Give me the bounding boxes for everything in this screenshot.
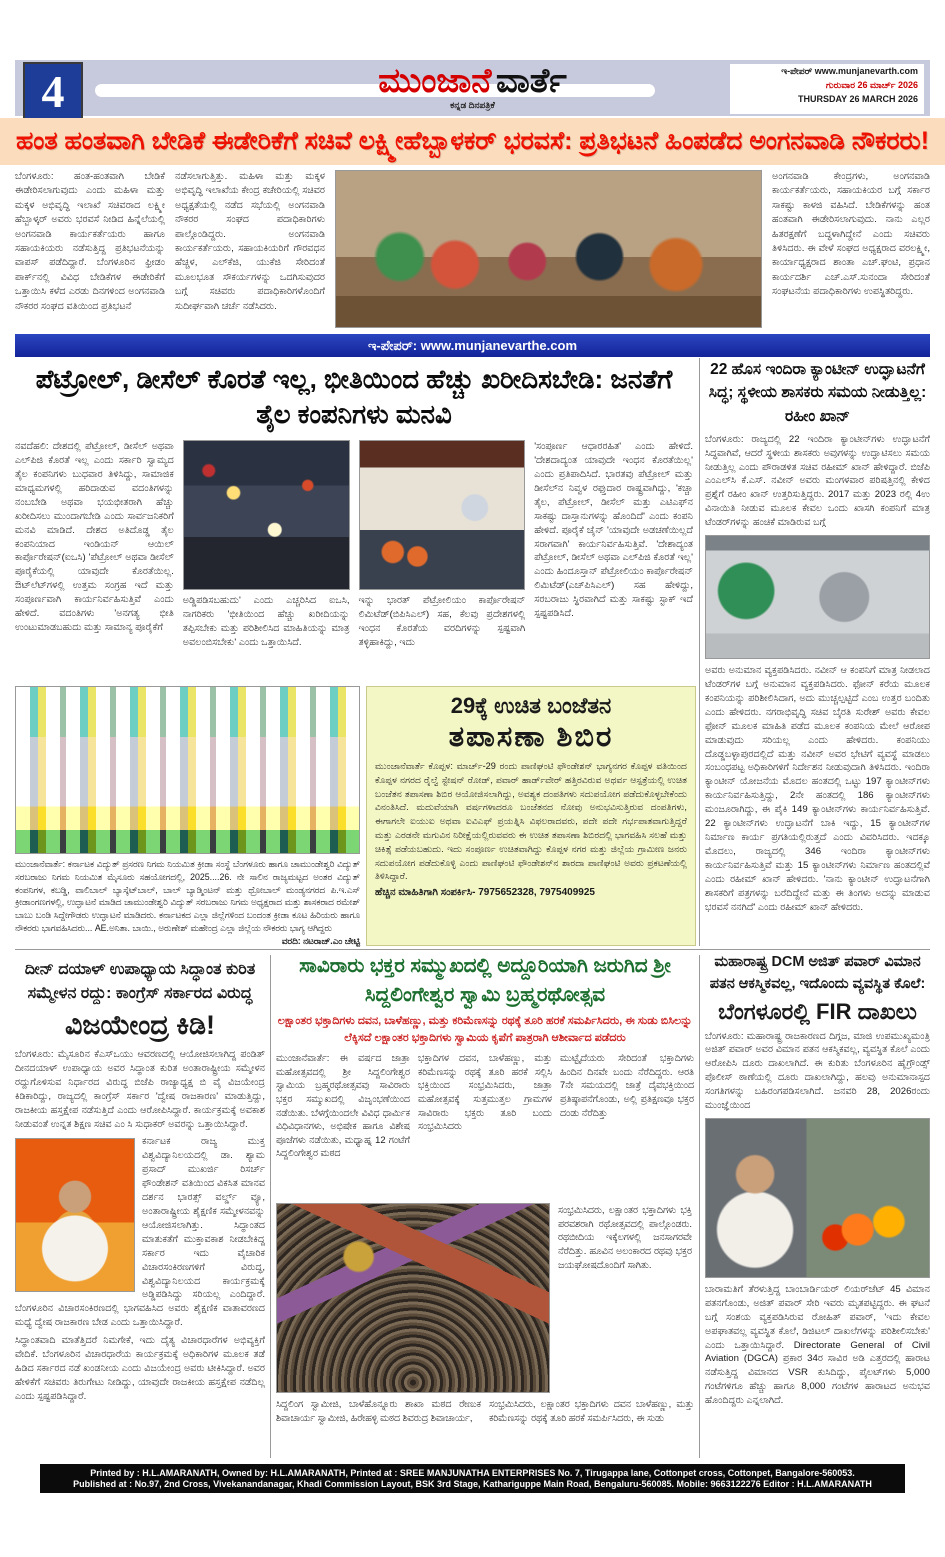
top-story-col1: ಬೆಂಗಳೂರು: ಹಂತ-ಹಂತವಾಗಿ ಬೇಡಿಕೆ ಈಡೇರಿಸಲಾಗುವುದು ಎಂದು ಮಹಿಳಾ ಮತ್ತು ಮಕ್ಕಳ ಅಭಿವೃದ್ಧಿ ಇಲಾಖೆ ಸಚಿವರಾದ ಲಕ್ಷ್ಮೀ ಹೆಬ್ಬಾಳ್ಕರ್ ಅವರು ಭರವಸೆ ನೀಡಿದ ಹಿನ್ನೆಲೆಯಲ್ಲಿ ಅಂಗನವಾಡಿ ಕಾರ್ಯಕರ್ತೆಯರು ಹಾಗೂ ಸಹಾಯಕಿಯರು ನಡೆಸುತ್ತಿದ್ದ ಪ್ರತಿಭಟನೆಯನ್ನು ವಾಪಸ್ ಪಡೆದಿದ್ದಾರೆ. ಬೆಂಗಳೂರಿನ ಫ್ರೀಡಂ ಪಾರ್ಕ್‌ನಲ್ಲಿ ವಿವಿಧ ಬೇಡಿಕೆಗಳ ಈಡೇರಿಕೆಗೆ ಒತ್ತಾಯಿಸಿ ಕಳೆದ ಎರಡು ದಿನಗಳಿಂದ ಅಂಗನವಾಡಿ ನೌಕರರ ಸಂಘದ ವತಿಯಿಂದ ಪ್ರತಿಭಟನೆ [15, 171, 165, 312]
vijayendra-headline: ದೀನ್ ದಯಾಳ್ ಉಪಾಧ್ಯಾಯ ಸಿದ್ಧಾಂತ ಕುರಿತ ಸಮ್ಮೇಳನ ರದ್ದು: ಕಾಂಗ್ರೆಸ್ ಸರ್ಕಾರದ ವಿರುದ್ಧ [24, 961, 256, 1002]
canteen-headline: 22 ಹೊಸ ಇಂದಿರಾ ಕ್ಯಾಂಟೀನ್ ಉದ್ಘಾಟನೆಗೆ ಸಿದ್ಧ; ಸ್ಥಳೀಯ ಶಾಸಕರು ಸಮಯ ನೀಡುತ್ತಿಲ್ಲ: ರಹೀಂ ಖಾನ್ [708, 361, 927, 425]
sports-photo-story [15, 686, 360, 946]
canteen-body: ಅವರು ಅನುಮಾನ ವ್ಯಕ್ತಪಡಿಸಿದರು. ನವೀನ್ ಆ ಕಂಪನಿಗೆ ಮಾತ್ರ ನೀಡಲಾದ ಟೆಂಡರ್‌ಗಳ ಬಗ್ಗೆ ಅನುಮಾನ ವ್ಯಕ್ತಪಡಿಸಿದರು. ಫೋನ್ ಕರೆಯ ಮೂಲಕ ಕಂಪನಿಯನ್ನು ಪರಿಶೀಲಿಸಿದಾಗ, ಅದು ಮುಚ್ಚಲ್ಪಟ್ಟಿದೆ ಎಂಬ ಉತ್ತರ ಬಂದಿತು ಎಂದು ಹೇಳಿದರು. ನಗರಾಭಿವೃದ್ಧಿ ಸಚಿವ ಬೈರತಿ ಸುರೇಶ್ ಅವರು ಕೇವಲ ಫೋನ್ ಮೂಲಕ ಮಾಹಿತಿ ಪಡೆದ ಮೂಲಕ ಕಂಪನಿಯ ಮೇಲೆ ಆರೋಪ ಮಾಡುವುದು ಸರಿಯಲ್ಲ ಎಂದು ಹೇಳಿದರು. ಕಂಪನಿಯು ದೊಡ್ಡಬಳ್ಳಾಪುರದಲ್ಲಿದೆ ಮತ್ತು ನವೀನ್ ಅವರ ಭೇಟಿಗೆ ವ್ಯವಸ್ಥೆ ಮಾಡಲು ಸಂಬಂಧಪಟ್ಟ ಅಧಿಕಾರಿಗಳಿಗೆ ನಿರ್ದೇಶನ ನೀಡುವುದಾಗಿ ತಿಳಿಸಿದರು. ಇಂದಿರಾ ಕ್ಯಾಂಟೀನ್ ಯೋಜನೆಯ ಮೊದಲ ಹಂತದಲ್ಲಿ ಒಟ್ಟು 197 ಕ್ಯಾಂಟೀನ್‌ಗಳು ಕಾರ್ಯನಿರ್ವಹಿಸುತ್ತಿದ್ದು, 2ನೇ ಹಂತದಲ್ಲಿ 186 ಕ್ಯಾಂಟೀನ್‌ಗಳು ಮಂಜೂರಾಗಿದ್ದು, ಈ ಪೈಕಿ 149 ಕ್ಯಾಂಟೀನ್‌ಗಳು ಕಾರ್ಯನಿರ್ವಹಿಸುತ್ತಿವೆ. 22 ಕ್ಯಾಂಟೀನ್‌ಗಳು ಉದ್ಘಾಟನೆಗೆ ಬಾಕಿ ಇದ್ದು, 15 ಕ್ಯಾಂಟೀನ್‌ಗಳ ನಿರ್ಮಾಣ ಕಾರ್ಯ ಪ್ರಗತಿಯಲ್ಲಿರುತ್ತದೆ ಎಂದು ವಿವರಿಸಿದರು. ಇದಕ್ಕೂ ಮೊದಲು, ರಾಜ್ಯದಲ್ಲಿ 346 ಇಂದಿರಾ ಕ್ಯಾಂಟೀನ್‌ಗಳು ಕಾರ್ಯನಿರ್ವಹಿಸುತ್ತಿವೆ ಮತ್ತು 15 ಕ್ಯಾಂಟೀನ್‌ಗಳು ನಿರ್ಮಾಣ ಹಂತದಲ್ಲಿವೆ ಎಂದು ರಹೀಮ್ ಖಾನ್ ಹೇಳಿದರು. 'ನಾನು ಕ್ಯಾಂಟೀನ್ ಉದ್ಘಾಟನೆಗಾಗಿ ಶಾಸಕರಿಗೆ ಪತ್ರಗಳನ್ನು ಬರೆದಿದ್ದೇನೆ ಮತ್ತು ಈ ತಿಂಗಳು ಅದನ್ನು ಮಾಡುವ ಭರವಸೆ ನನಗಿದೆ' ಎಂದು ರಹೀಮ್ ಖಾನ್ ಹೇಳಿದರು. [705, 665, 930, 913]
temple-headline: ಸಾವಿರಾರು ಭಕ್ತರ ಸಮ್ಮುಖದಲ್ಲಿ ಅದ್ದೂರಿಯಾಗಿ ಜರುಗಿದ ಶ್ರೀ ಸಿದ್ದಲಿಂಗೇಶ್ವರ ಸ್ವಾಮಿ ಬ್ರಹ್ಮರಥೋತ್ಸವ [299, 955, 671, 1006]
column-rule-bottom-right [699, 955, 700, 1458]
petrol-story [15, 362, 693, 680]
sports-byline: ವರದಿ: ನಟರಾಜ್.ಎಂ ಚೇಟ್ಟಿ [281, 935, 360, 946]
petrol-col3-text: ಇನ್ನು ಭಾರತ್ ಪೆಟ್ರೋಲಿಯಂ ಕಾರ್ಪೊರೇಷನ್ ಲಿಮಿಟೆಡ್(ಬಿಪಿಸಿಎಲ್) ಸಹ, ಕೆಲವು ಪ್ರದೇಶಗಳಲ್ಲಿ ಇಂಧನ ಕೊರತೆಯ ವರದಿಗಳನ್ನು ಸ್ಪಷ್ಟವಾಗಿ ತಳ್ಳಿಹಾಕಿದ್ದು, ಇದು [358, 595, 526, 648]
canteen-story [705, 358, 930, 946]
camp-body: ಮುಂಜಾನೆವಾರ್ತೆ ಕೊಪ್ಪಳ: ಮಾರ್ಚ್-29 ರಂದು ಪಾಣಿಘಂಟಿ ಫೌಂಡೇಶನ್ ಭಾಗ್ಯನಗರ ಕೊಪ್ಪಳ ವತಿಯಿಂದ ಕೊಪ್ಪಳ ನಗರದ ರೈಲ್ವೆ ಸ್ಟೇಷನ್ ರೋಡ್, ಪವಾರ್ ಹಾರ್ಡ್‌ವೇರ್ ಹತ್ತಿರವಿರುವ ಅಥರ್ವ ಆಸ್ಪತ್ರೆಯಲ್ಲಿ ಉಚಿತ ಬಂಜೆತನ ತಪಾಸಣಾ ಶಿಬಿರ ಆಯೋಜಿಸಲಾಗಿದ್ದು, ಅವಶ್ಯಕ ದಂಪತಿಗಳು ಸದುಪಯೋಗ ಪಡೆದುಕೊಳ್ಳಬೇಕೆಂದು ವಿನಂತಿಸಿದೆ. ಮದುವೆಯಾಗಿ ವರ್ಷಗಳಾದರೂ ಬಂಜೆತನದ ನೋವು ಅನುಭವಿಸುತ್ತಿರುವ ದಂಪತಿಗಳು, ಈಗಾಗಲೇ ಐಯುಐ ಅಥವಾ ಐವಿಎಫ್ ಪ್ರಯತ್ನಿಸಿ ವಿಫಲರಾದವರು, ಪದೇ ಪದೇ ಗರ್ಭಪಾತವಾಗುತ್ತಿದ್ದರೆ ಮತ್ತು ಎರಡನೇ ಮಗುವಿನ ನಿರೀಕ್ಷೆಯಲ್ಲಿರುವವರು ಈ ಉಚಿತ ತಪಾಸಣಾ ಶಿಬಿರದಲ್ಲಿ ಭಾಗವಹಿಸಿ ಸಲಹೆ ಮತ್ತು ಚಿಕಿತ್ಸೆ ಪಡೆಯಬಹುದು. ಇದು ಸಂಪೂರ್ಣ ಉಚಿತವಾಗಿದ್ದು ಕೊಪ್ಪಳ ನಗರ ಮತ್ತು ಜಿಲ್ಲೆಯ ಗ್ರಾಮೀಣ ಜನರು ಸದುಪಯೋಗ ಪಡೆದುಕೊಳ್ಳಿ ಎಂದು ಪಾಣಿಘಂಟಿ ಫೌಂಡೇಶನ್‌ನ ಶಾರದಾ ಪಾಣಿಘಂಟಿ ಅವರು ಪ್ರಕಟಣೆಯಲ್ಲಿ ತಿಳಿಸಿದ್ದಾರೆ. [375, 761, 687, 882]
top-headline-band [0, 118, 945, 165]
fir-headline: ಮಹಾರಾಷ್ಟ್ರ DCM ಅಜಿತ್ ಪವಾರ್ ವಿಮಾನ ಪತನ ಆಕಸ್ಮಿಕವಲ್ಲ, ಇದೊಂದು ವ್ಯವಸ್ಥಿತ ಕೊಲೆ: [709, 954, 926, 992]
temple-body-top [276, 1051, 694, 1199]
canteen-lead: ಬೆಂಗಳೂರು: ರಾಜ್ಯದಲ್ಲಿ 22 ಇಂದಿರಾ ಕ್ಯಾಂಟೀನ್‌ಗಳು ಉದ್ಘಾಟನೆಗೆ ಸಿದ್ಧವಾಗಿವೆ, ಆದರೆ ಸ್ಥಳೀಯ ಶಾಸಕರು ಅವುಗಳನ್ನು ಉದ್ಘಾಟಿಸಲು ಸಮಯ ನೀಡುತ್ತಿಲ್ಲ ಎಂದು ಪೌರಾಡಳಿತ ಸಚಿವ ರಹೀಮ್ ಖಾನ್ ಹೇಳಿದ್ದಾರೆ. ಬಿಜೆಪಿ ಎಂಎಲ್‌ಸಿ ಕೆ.ಎಸ್. ನವೀನ್ ಅವರು ಮಂಗಳವಾರ ಪರಿಷತ್ತಿನಲ್ಲಿ ಕೇಳಿದ ಪ್ರಶ್ನೆಗೆ ರಹೀಂ ಖಾನ್ ಉತ್ತರಿಸುತ್ತಿದ್ದರು. 2017 ಮತ್ತು 2023 ರಲ್ಲಿ 4ಉ ವಿನಾಯಿತಿ ನೀಡುವ ಮೂಲಕ ಕೇವಲ ಒಂದು ಖಾಸಗಿ ಕಂಪನಿಗೆ ಮಾತ್ರ ಟೆಂಡರ್‌ಗಳನ್ನು ಹಂಚಿಕೆ ಮಾಡಿರುವ ಬಗ್ಗೆ [705, 433, 930, 529]
newspaper-tagline: ಕನ್ನಡ ದಿನಪತ್ರಿಕೆ [450, 100, 495, 110]
temple-col2: ಭಕ್ತಾದಿಗಳ ದವನ, ಬಾಳೆಹಣ್ಣು, ಮತ್ತು ಕರಿಮೆಣಸನ್ನು ರಥಕ್ಕೆ ತೂರಿ ಹರಕೆ ಸಲ್ಲಿಸಿ ಭಕ್ತಿಯಿಂದ ಸಂಭ್ರಮಿಸಿದರು, ಜಾತ್ರಾ ಮಹೋತ್ಸವಕ್ಕೆ ಸುತ್ತಮುತ್ತಲ ಗ್ರಾಮಗಳ ಸಾವಿರಾರು ಭಕ್ತರು ತೂರಿ ಬಂದು ಸಂಭ್ರಮಿಸಿದರು [418, 1052, 552, 1132]
title-word-red: ಮುಂಜಾನೆ [378, 62, 492, 100]
temple-subhead: ಲಕ್ಷಾಂತರ ಭಕ್ತಾದಿಗಳು ದವನ, ಬಾಳೆಹಣ್ಣು, ಮತ್ತು ಕರಿಮೆಣಸನ್ನು ರಥಕ್ಕೆ ತೂರಿ ಹರಕೆ ಸಮರ್ಪಿಸಿದರು, ಈ ಸುಡು ಬಿಸಿಲನ್ನು ಲೆಕ್ಕಿಸದೆ ಲಕ್ಷಾಂತರ ಭಕ್ತಾದಿಗಳು ಸ್ವಾಮಿಯ ಕೃಪೆಗೆ ಪಾತ್ರರಾಗಿ ಆಶೀರ್ವಾದ ಪಡೆದರು [277, 1015, 693, 1044]
temple-body-bottom [276, 1397, 694, 1458]
petrol-photo-caption: ಅಡ್ಡಿಪಡಿಸಬಹುದು' ಎಂದು ಎಚ್ಚರಿಸಿದ ಐಒಸಿ, ನಾಗರಿಕರು 'ಭೀತಿಯಿಂದ ಹೆಚ್ಚು ಖರೀದಿಯನ್ನು ತಪ್ಪಿಸಬೇಕು ಮತ್ತು ಪರಿಶೀಲಿಸಿದ ಮಾಹಿತಿಯನ್ನು ಮಾತ್ರ ಅವಲಂಬಿಸಬೇಕು' ಎಂದು ಒತ್ತಾಯಿಸಿದೆ. [182, 595, 350, 648]
imprint-line2: Published at : No.97, 2nd Cross, Vivekanandanagar, Khadi Commission Layout, BSK 3rd Stage, Kathariguppe Main Road, Bengaluru-560085. Mobile: 9663122276 Editor : H.L.AMARANATH [73, 1479, 872, 1489]
masthead-info-box [730, 64, 924, 114]
imprint-line1: Printed by : H.L.AMARANATH, Owned by: H.L.AMARANATH, Printed at : SREE MANJUNATHA ENTERPRISES No. 7, Tirugappa lane, Cottonpet cross, Cottonpet, Bangalore-560053. [90, 1468, 855, 1478]
temple-col1: ಮುಂಜಾನೆವಾರ್ತೆ: ಈ ವರ್ಷದ ಜಾತ್ರಾ ಮಹೋತ್ಸವದಲ್ಲಿ ಶ್ರೀ ಸಿದ್ದಲಿಂಗೇಶ್ವರ ಸ್ವಾಮಿಯ ಬ್ರಹ್ಮರಥೋತ್ಸವವು ಸಾವಿರಾರು ಭಕ್ತರ ಸಮ್ಮುಖದಲ್ಲಿ ವಿಜೃಂಭಣೆಯಿಂದ ನಡೆಯಿತು. ಬೆಳಗ್ಗೆಯಿಂದಲೇ ವಿವಿಧ ಧಾರ್ಮಿಕ ವಿಧಿವಿಧಾನಗಳು, ಅಭಿಷೇಕ ಹಾಗೂ ವಿಶೇಷ ಪೂಜೆಗಳು ನಡೆಯಿತು, ಮಧ್ಯಾಹ್ನ 12 ಗಂಟೆಗೆ ಸಿದ್ದಲಿಂಗೇಶ್ವರ ಮಠದ [276, 1052, 410, 1159]
sports-meet-inauguration-photo [15, 686, 360, 854]
petrol-col1: ನವದೆಹಲಿ: ದೇಶದಲ್ಲಿ ಪೆಟ್ರೋಲ್, ಡೀಸೆಲ್ ಅಥವಾ ಎಲ್‌ಪಿಜಿ ಕೊರತೆ ಇಲ್ಲ ಎಂದು ಸರ್ಕಾರಿ ಸ್ವಾಮ್ಯದ ತೈಲ ಕಂಪನಿಗಳು ಬುಧವಾರ ತಿಳಿಸಿದ್ದು, ಸಾಮಾಜಿಕ ಮಾಧ್ಯಮಗಳಲ್ಲಿ ಹರಿದಾಡುವ ವದಂತಿಗಳನ್ನು ನಂಬಬೇಡಿ ಅಥವಾ ಭಯಭೀತರಾಗಿ ಹೆಚ್ಚು ಖರೀದಿಸಲು ಮುಂದಾಗಬೇಡಿ ಎಂದು ಸಾರ್ವಜನಿಕರಿಗೆ ಮನವಿ ಮಾಡಿದೆ. ದೇಶದ ಅತಿದೊಡ್ಡ ತೈಲ ಕಂಪನಿಯಾದ ಇಂಡಿಯನ್ ಆಯಿಲ್ ಕಾರ್ಪೊರೇಷನ್(ಐಒಸಿ) 'ಪೆಟ್ರೋಲ್ ಅಥವಾ ಡೀಸೆಲ್ ಪೂರೈಕೆಯಲ್ಲಿ ಯಾವುದೇ ಕೊರತೆಯಿಲ್ಲ. ಔಟ್‌ಲೆಟ್‌ಗಳಲ್ಲಿ ಉತ್ತಮ ಸಂಗ್ರಹ ಇದೆ ಮತ್ತು ಸಂಪೂರ್ಣವಾಗಿ ಕಾರ್ಯನಿರ್ವಹಿಸುತ್ತಿವೆ ಎಂದು ಹೇಳಿದೆ. ವದಂತಿಗಳು 'ಅನಗತ್ಯ ಭೀತಿ ಉಂಟುಮಾಡಬಹುದು ಮತ್ತು ಸಾಮಾನ್ಯ ಪೂರೈಕೆಗೆ [15, 441, 174, 633]
anganwadi-meeting-photo [335, 170, 762, 328]
petrol-col4: 'ಸಂಪೂರ್ಣ ಆಧಾರರಹಿತ' ಎಂದು ಹೇಳಿದೆ. 'ದೇಶದಾದ್ಯಂತ ಯಾವುದೇ ಇಂಧನ ಕೊರತೆಯಿಲ್ಲ' ಎಂದು ಪ್ರತಿಪಾದಿಸಿದೆ. ಭಾರತವು ಪೆಟ್ರೋಲ್ ಮತ್ತು ಡೀಸೆಲ್‌ನ ನಿವ್ವಳ ರಫ್ತುದಾರ ರಾಷ್ಟ್ರವಾಗಿದ್ದು, 'ಕಚ್ಚಾ ತೈಲ, ಪೆಟ್ರೋಲ್, ಡೀಸೆಲ್ ಮತ್ತು ಎಟಿಎಫ್‌ನ ಸಾಕಷ್ಟು ದಾಸ್ತಾನುಗಳನ್ನು ಹೊಂದಿದೆ' ಎಂದು ಕಂಪನಿ ಹೇಳಿದೆ. ಪೂರೈಕೆ ಚೈನ್ 'ಯಾವುದೇ ಅಡಚಣೆಯಿಲ್ಲದೆ ಸರಾಗವಾಗಿ' ಕಾರ್ಯನಿರ್ವಹಿಸುತ್ತಿವೆ. 'ದೇಶಾದ್ಯಂತ ಪೆಟ್ರೋಲ್, ಡೀಸೆಲ್ ಅಥವಾ ಎಲ್‌ಪಿಜಿ ಕೊರತೆ ಇಲ್ಲ' ಎಂದು ಹಿಂದೂಸ್ತಾನ್ ಪೆಟ್ರೋಲಿಯಂ ಕಾರ್ಪೊರೇಷನ್ ಲಿಮಿಟೆಡ್(ಎಚ್‌ಪಿಸಿಎಲ್) ಸಹ ಹೇಳಿದ್ದು, ಸರಬರಾಜು ಸ್ಥಿರವಾಗಿದೆ ಮತ್ತು ಸಾಕಷ್ಟು ಸ್ಟಾಕ್ ಇದೆ ಸ್ಪಷ್ಟಪಡಿಸಿದೆ. [534, 441, 693, 620]
top-story [15, 170, 930, 328]
epaper-url: ಇ-ಪೇಪರ್ www.munjanevarth.com [781, 66, 918, 76]
date-english: THURSDAY 26 MARCH 2026 [797, 93, 918, 104]
vijayendra-body2: ಕರ್ನಾಟಕ ರಾಜ್ಯ ಮುಕ್ತ ವಿಶ್ವವಿದ್ಯಾನಿಲಯದಲ್ಲಿ ಡಾ. ಶ್ಯಾಮ ಪ್ರಸಾದ್ ಮುಖರ್ಜಿ ರಿಸರ್ಚ್ ಫೌಂಡೇಶನ್ ವತಿಯಿಂದ ವಿಕಸಿತ ಮಾನವ ದರ್ಶನ ಭಾರತ್ಸ್ ವರ್ಲ್ಡ್ ವ್ಯೂ, ಅಂತಾರಾಷ್ಟ್ರೀಯ ಶೈಕ್ಷಣಿಕ ಸಮ್ಮೇಳನವನ್ನು ಆಯೋಜಿಸಲಾಗಿತ್ತು. [142, 1136, 265, 1231]
sports-caption-text: ಮುಂಜಾನೆವಾರ್ತೆ: ಕರ್ನಾಟಕ ವಿದ್ಯುತ್ ಪ್ರಸರಣ ನಿಗಮ ನಿಯಮಿತ ಕ್ರೀಡಾ ಸಂಸ್ಥೆ ಬೆಂಗಳೂರು ಹಾಗೂ ಚಾಮುಂಡೇಶ್ವರಿ ವಿದ್ಯುತ್ ಸರಬರಾಜು ನಿಗಮ ನಿಯಮಿತ ಮೈಸೂರು ಸಹಯೋಗದಲ್ಲಿ, 2025....26. ನೇ ಸಾಲಿನ ರಾಜ್ಯಮಟ್ಟದ ಅಂತರ ವಿದ್ಯುತ್ ಕಂಪನಿಗಳ, ಕಬಡ್ಡಿ, ವಾಲಿಬಾಲ್ ಬ್ಯಾಸ್ಕೆಟ್‌ಬಾಲ್, ಬಾಲ್ ಬ್ಯಾಡ್ಮಿಂಟನ್ ಮತ್ತು ಥ್ರೋಬಾಲ್ ಮಂಡ್ಯನಗರದ ಪಿ.ಇ.ಎಸ್ ಕ್ರೀಡಾಂಗಣಗಳಲ್ಲಿ, ಉದ್ಘಾಟನೆ ಮಾಡಿದ ಚಾಮುಂಡೇಶ್ವರಿ ವಿದ್ಯುತ್ ಸರಬರಾಜು ನಿಗಮ ಅಧ್ಯಕ್ಷರಾದ ಮತ್ತು ಶಾಸಕರಾದ ರಮೇಶ್ ಬಾಬು ಬಂಡಿ ಸಿದ್ದೇಗೌಡರು ಉದ್ಘಾಟನೆ ಮಾಡಿದರು. ಕರ್ನಾಟಕದ ಎಲ್ಲಾ ಜಿಲ್ಲೆಗಳಿಂದ ಬಂದಂತ ಕ್ರೀಡಾ ಕೂಟ ಹಿರಿಯರು ಹಾಗೂ ನೌಕರರು ಭಾಗವಹಿಸಿದರು... AE.ಅನಿತಾ. ಬಾಯಿ., ಅರುಣೇಶ್ ಮಹೇಂದ್ರ ಎಲ್ಲಾ ಜಿಲ್ಲೆಯ ನೌಕರರು ಭಾಗ್ಯ ಆಗಿದ್ದರು [15, 859, 360, 933]
camp-headline-line1: 29ಕ್ಕೆ ಉಚಿತ ಬಂಜೆತನ [450, 693, 612, 718]
column-rule-bottom-left [270, 955, 271, 1458]
petrol-col2 [183, 440, 350, 658]
vijayendra-body3: ಸಿದ್ಧಾಂತದ ಮಾತುಕತೆಗೆ ಮುಕ್ತಾವಕಾಶ ನೀಡಬೇಕಿದ್ದ ಸರ್ಕಾರ ಇದು ವೈಚಾರಿಕ ವಿಚಾರಸಂಕಿರಣಗಳಿಗೆ ವಿರುದ್ಧ, ವಿಶ್ವವಿದ್ಯಾನಿಲಯದ ಕಾರ್ಯಕ್ರಮಕ್ಕೆ ಅಡ್ಡಿಪಡಿಸಿದ್ದು ಸರಿಯಲ್ಲ ಎಂದಿದ್ದಾರೆ. ಬೆಂಗಳೂರಿನ ವಿಚಾರಸಂಕಿರಣದಲ್ಲಿ ಭಾಗವಹಿಸಿದ ಅವರು ಶೈಕ್ಷಣಿಕ ವಾತಾವರಣದ ಮಧ್ಯೆ ದ್ವೇಷ ರಾಜಕಾರಣ ಬೇಡ ಎಂದು ಒತ್ತಾಯಿಸಿದ್ದಾರೆ. [15, 1219, 265, 1329]
fir-lead: ಬೆಂಗಳೂರು: ಮಹಾರಾಷ್ಟ್ರ ರಾಜಕಾರಣದ ದಿಗ್ಗಜ, ಮಾಜಿ ಉಪಮುಖ್ಯಮಂತ್ರಿ ಅಜಿತ್ ಪವಾರ್ ಅವರ ವಿಮಾನ ಪತನ ಆಕಸ್ಮಿಕವಲ್ಲ, ವ್ಯವಸ್ಥಿತ ಕೊಲೆ ಎಂದು ಆರೋಪಿಸಿ ದೂರು ದಾಖಲಾಗಿದೆ. ಈ ಕುರಿತು ಬೆಂಗಳೂರಿನ ಹೈಗ್ರೌಂಡ್ಸ್ ಪೊಲೀಸ್ ಠಾಣೆಯಲ್ಲಿ ದೂರು ದಾಖಲಾಗಿದ್ದು, ಹಲವು ಅನುಮಾನಾಸ್ಪದ ಸಂಗತಿಗಳನ್ನು ಬಹಿರಂಗಪಡಿಸಲಾಗಿದೆ. ಜನವರಿ 28, 2026ರಂದು ಮುಂಜ್ಞೆಯಿಂದ [705, 1030, 930, 1112]
date-kannada: ಗುರುವಾರ 26 ಮಾರ್ಚ್ 2026 [825, 79, 918, 90]
fir-headline-big: ಬೆಂಗಳೂರಲ್ಲಿ FIR ದಾಖಲು [718, 998, 917, 1024]
top-story-col3: ಅಂಗನವಾಡಿ ಕೇಂದ್ರಗಳು, ಅಂಗನವಾಡಿ ಕಾರ್ಯಕರ್ತೆಯರು, ಸಹಾಯಕಿಯರ ಬಗ್ಗೆ ಸರ್ಕಾರ ಸಾಕಷ್ಟು ಕಾಳಜಿ ವಹಿಸಿದೆ. ಬೇಡಿಕೆಗಳನ್ನು ಹಂತ ಹಂತವಾಗಿ ಈಡೇರಿಸಲಾಗುವುದು. ನಾನು ಎಲ್ಲರ ಹಿತರಕ್ಷಣೆಗೆ ಬದ್ಧಳಾಗಿದ್ದೇನೆ ಎಂದು ಸಚಿವರು ತಿಳಿಸಿದರು. ಈ ವೇಳೆ ಸಂಘದ ಅಧ್ಯಕ್ಷರಾದ ವರಲಕ್ಷ್ಮೀ, ಕಾರ್ಯಾಧ್ಯಕ್ಷರಾದ ಶಾಂತಾ ಎಚ್.ಘಂಟಿ, ಪ್ರಧಾನ ಕಾರ್ಯದರ್ಶಿ ಎಚ್.ಎಸ್.ಸುನಂದಾ ಸೇರಿದಂತೆ ಸಂಘಟನೆಯ ಪದಾಧಿಕಾರಿಗಳು ಉಪಸ್ಥಿತರಿದ್ದರು. [772, 171, 930, 298]
petrol-headline: ಪೆಟ್ರೋಲ್, ಡೀಸೆಲ್ ಕೊರತೆ ಇಲ್ಲ, ಭೀತಿಯಿಂದ ಹೆಚ್ಚು ಖರೀದಿಸಬೇಡಿ: ಜನತೆಗೆ ತೈಲ ಕಂಪನಿಗಳು ಮನವಿ [35, 364, 673, 430]
vijayendra-story [15, 958, 265, 1458]
masthead [15, 60, 930, 116]
temple-festival-story [276, 952, 694, 1458]
vijayendra-body-wrap [15, 1135, 265, 1330]
chariot-festival-photo [276, 1203, 550, 1393]
fir-body: ಬಾರಾಮತಿಗೆ ತೆರಳುತ್ತಿದ್ದ ಬಾಂಬಾರ್ಡಿಯರ್ ಲಿಯರ್‌ಜೆಟ್ 45 ವಿಮಾನ ಪತನಗೊಂಡು, ಅಜಿತ್ ಪವಾರ್ ಸೇರಿ ಇವರು ಮೃತಪಟ್ಟಿದ್ದರು. ಈ ಘಟನೆ ಬಗ್ಗೆ ಸಂಶಯ ವ್ಯಕ್ತಪಡಿಸಿರುವ ರೋಹಿತ್ ಪವಾರ್, 'ಇದು ಕೇವಲ ಅಪಘಾತವಲ್ಲ ವ್ಯವಸ್ಥಿತ ಕೊಲೆ, ಡಿಜಿಟಲ್ ದಾಖಲೆಗಳನ್ನು ಪರಿಶೀಲಿಸಬೇಕು' ಎಂದು ಒತ್ತಾಯಿಸಿದ್ದಾರೆ. Directorate General of Civil Aviation (DGCA) ಪ್ರಕಾರ 34ರ ಸಾವಿರ ಅಡಿ ಎತ್ತರದಲ್ಲಿ ಹಾರಾಟ ನಡೆಸುತ್ತಿದ್ದ ವಿಮಾನದ VSR ಕುಸಿದಿದ್ದು, ಪೈಲಟ್‌ಗಳು 5,000 ಗಂಟೆಗಳಿಗೂ ಹೆಚ್ಚು ಹಾಗೂ 8,000 ಗಂಟೆಗಳ ಹಾರಾಟದ ಅನುಭವ ಹೊಂದಿದ್ದರು ಎನ್ನಲಾಗಿದೆ. [705, 1283, 930, 1407]
camp-headline-line2: ತಪಾಸಣಾ ಶಿಬಿರ [448, 721, 614, 753]
fir-story [705, 952, 930, 1458]
vijayendra-speech-photo [15, 1138, 135, 1292]
petrol-col3 [359, 440, 526, 658]
epaper-banner: ಇ-ಪೇಪರ್: www.munjanevarthe.com [15, 334, 930, 357]
vijayendra-body1: ಬೆಂಗಳೂರು: ಮೈಸೂರಿನ ಕೆಎಸ್‌ಒಯು ಆವರಣದಲ್ಲಿ ಆಯೋಜಿಸಲಾಗಿದ್ದ ಪಂಡಿತ್ ದೀನದಯಾಳ್ ಉಪಾಧ್ಯಾಯ ಅವರ ಸಿದ್ಧಾಂತ ಕುರಿತ ಅಂತಾರಾಷ್ಟ್ರೀಯ ಸಮ್ಮೇಳನ ರದ್ದುಗೊಳಿಸುವ ನಿರ್ಧಾರದ ವಿರುದ್ಧ ಬಿಜೆಪಿ ರಾಜ್ಯಾಧ್ಯಕ್ಷ ಬಿ ವೈ ವಿಜಯೇಂದ್ರ ಕಿಡಿಕಾರಿದ್ದು, ರಾಜ್ಯದಲ್ಲಿ ಕಾಂಗ್ರೆಸ್ ಸರ್ಕಾರ 'ದ್ವೇಷ ರಾಜಕಾರಣ' ಮಾಡುತ್ತಿದ್ದು, ರಾಜಕೀಯ ಹಸ್ತಕ್ಷೇಪ ನಡೆಸುತ್ತಿದೆ ಎಂದು ಆರೋಪಿಸಿದ್ದಾರೆ. ಕಾರ್ಯಕ್ರಮಕ್ಕೆ ಅವಕಾಶ ನೀಡುವಂತೆ ಉನ್ನತ ಶಿಕ್ಷಣ ಸಚಿವ ಎಂ ಸಿ ಸುಧಾಕರ್ ಅವರನ್ನು ಒತ್ತಾಯಿಸಿದ್ದಾರೆ. [15, 1049, 265, 1130]
title-word-black: ವಾರ್ತೆ [495, 62, 567, 100]
temple-bottom2: ಸಂಭ್ರಮಿಸಿದರು, ಲಕ್ಷಾಂತರ ಭಕ್ತಾದಿಗಳು ದವನ ಬಾಳೆಹಣ್ಣು, ಮತ್ತು ಕರಿಮೆಣಸನ್ನು ರಥಕ್ಕೆ ತೂರಿ ಹರಕೆ ಸಮರ್ಪಿಸಿದರು, ಈ ಸುಡು [489, 1398, 694, 1423]
vijayendra-body4: ಸಿದ್ಧಾಂತವಾದಿ ಮಾತೆತ್ತಿದರೆ ನಿಮಗೇಕೆ, ಇದು ದೈತ್ಯ ವಿಚಾರಧಾರೆಗಳ ಅಭಿವ್ಯಕ್ತಿಗೆ ವೇದಿಕೆ. ಬೆಂಗಳೂರಿನ ವಿಚಾರಧಾರೆಯ ಕಾರ್ಯಕ್ರಮಕ್ಕೆ ಅಧಿಕಾರಿಗಳ ಮೂಲಕ ತಡೆ ಹಿಡಿದ ಸರ್ಕಾರದ ನಡೆ ಖಂಡನೀಯ ಎಂದು ವಿಜಯೇಂದ್ರ ಅವರು ಟೀಕಿಸಿದ್ದಾರೆ. ಅವರ ಹೇಳಿಕೆಗೆ ಸಚಿವರು ತಿರುಗೇಟು ನೀಡಿದ್ದು, ಯಾವುದೇ ರಾಜಕೀಯ ಹಸ್ತಕ್ಷೇಪ ನಡೆದಿಲ್ಲ ಎಂದು ಸ್ಪಷ್ಟಪಡಿಸಿದ್ದಾರೆ. [15, 1335, 265, 1402]
sports-caption [15, 858, 360, 946]
temple-col3: ಮುಟ್ಟೈದೆಯರು ಸೇರಿದಂತೆ ಭಕ್ತಾದಿಗಳು ಹಿಂದಿನ ದಿನವೇ ಬಂದು ನೆರೆದಿದ್ದರು. ಆರತಿ 7ನೇ ಸಮಯದಲ್ಲಿ ಜಾತ್ರೆ ದೈವಭಕ್ತಿಯಿಂದ ಪ್ರತಿಷ್ಠಾಪನೆಗೊಂಡು, ಅಲ್ಲಿ ಪ್ರತಿಕ್ಷಣವೂ ಭಕ್ತರ ದಂಡು ನೆರೆದಿತ್ತು [560, 1052, 694, 1118]
petrol-bunk-night-photo [183, 440, 350, 590]
page-number: 4 [23, 62, 83, 124]
imprint-footer [40, 1464, 905, 1493]
column-rule-right [699, 358, 700, 946]
top-story-headline: ಹಂತ ಹಂತವಾಗಿ ಬೇಡಿಕೆ ಈಡೇರಿಕೆಗೆ ಸಚಿವೆ ಲಕ್ಷ್ಮೀಹೆಬ್ಬಾಳಕರ್ ಭರವಸೆ: ಪ್ರತಿಭಟನೆ ಹಿಂಪಡೆದ ಅಂಗನವಾಡಿ ನೌಕರರು! [15, 127, 930, 155]
ajit-pawar-crash-photo [705, 1118, 930, 1278]
vijayendra-headline-big: ವಿಜಯೇಂದ್ರ ಕಿಡಿ! [64, 1010, 216, 1040]
top-story-col2: ನಡೆಸಲಾಗುತ್ತಿತ್ತು. ಮಹಿಳಾ ಮತ್ತು ಮಕ್ಕಳ ಅಭಿವೃದ್ಧಿ ಇಲಾಖೆಯ ಕೇಂದ್ರ ಕಚೇರಿಯಲ್ಲಿ ಸಚಿವರ ಅಧ್ಯಕ್ಷತೆಯಲ್ಲಿ ನಡೆದ ಸಭೆಯಲ್ಲಿ ಅಂಗನವಾಡಿ ನೌಕರರ ಸಂಘದ ಪದಾಧಿಕಾರಿಗಳು ಪಾಲ್ಗೊಂಡಿದ್ದರು. ಅಂಗನವಾಡಿ ಕಾರ್ಯಕರ್ತೆಯರು, ಸಹಾಯಕಿಯರಿಗೆ ಗೌರವಧನ ಹೆಚ್ಚಳ, ಎಲ್‌ಕೆಜಿ, ಯುಕೆಜಿ ಸೇರಿದಂತೆ ಮೂಲಭೂತ ಸೌಕರ್ಯಗಳನ್ನು ಒದಗಿಸುವುದರ ಬಗ್ಗೆ ಸಚಿವರು ಪದಾಧಿಕಾರಿಗಳೊಂದಿಗೆ ಸುದೀರ್ಘವಾಗಿ ಚರ್ಚೆ ನಡೆಸಿದರು. [175, 171, 325, 312]
petrol-body [15, 440, 693, 658]
petrol-station-queue-photo [359, 440, 526, 590]
indira-canteen-photo [705, 535, 930, 659]
temple-bottom1: ಸಿದ್ದಲಿಂಗ ಸ್ವಾಮೀಜಿ, ಬಾಳೆಹೊನ್ನೂರು ಶಾಖಾ ಮಠದ ರೇಣುಕ ಶಿವಾಚಾರ್ಯ ಸ್ವಾಮೀಜಿ, ಹಿರೇಹಳ್ಳಿ ಮಠದ ಶಿವರುದ್ರ ಶಿವಾಚಾರ್ಯ, [276, 1398, 481, 1423]
temple-side-col: ಸಂಭ್ರಮಿಸಿದರು, ಲಕ್ಷಾಂತರ ಭಕ್ತಾದಿಗಳು ಭಕ್ತಿ ಪರವಶರಾಗಿ ರಥೋತ್ಸವದಲ್ಲಿ ಪಾಲ್ಗೊಂಡರು. ರಥಬೀದಿಯ ಇಕ್ಕೆಲಗಳಲ್ಲಿ ಜನಸಾಗರವೇ ನೆರೆದಿತ್ತು. ಹೂವಿನ ಅಲಂಕಾರದ ರಥವು ಭಕ್ತರ ಜಯಘೋಷದೊಂದಿಗೆ ಸಾಗಿತು. [558, 1204, 692, 1270]
section-rule-horizontal [15, 949, 930, 950]
temple-photo-row [276, 1203, 694, 1393]
camp-contact-numbers: ಹೆಚ್ಚಿನ ಮಾಹಿತಿಗಾಗಿ ಸಂಪರ್ಕಿಸಿ- 7975652328, 7975409925 [375, 887, 595, 899]
camp-notice-box [366, 686, 696, 946]
